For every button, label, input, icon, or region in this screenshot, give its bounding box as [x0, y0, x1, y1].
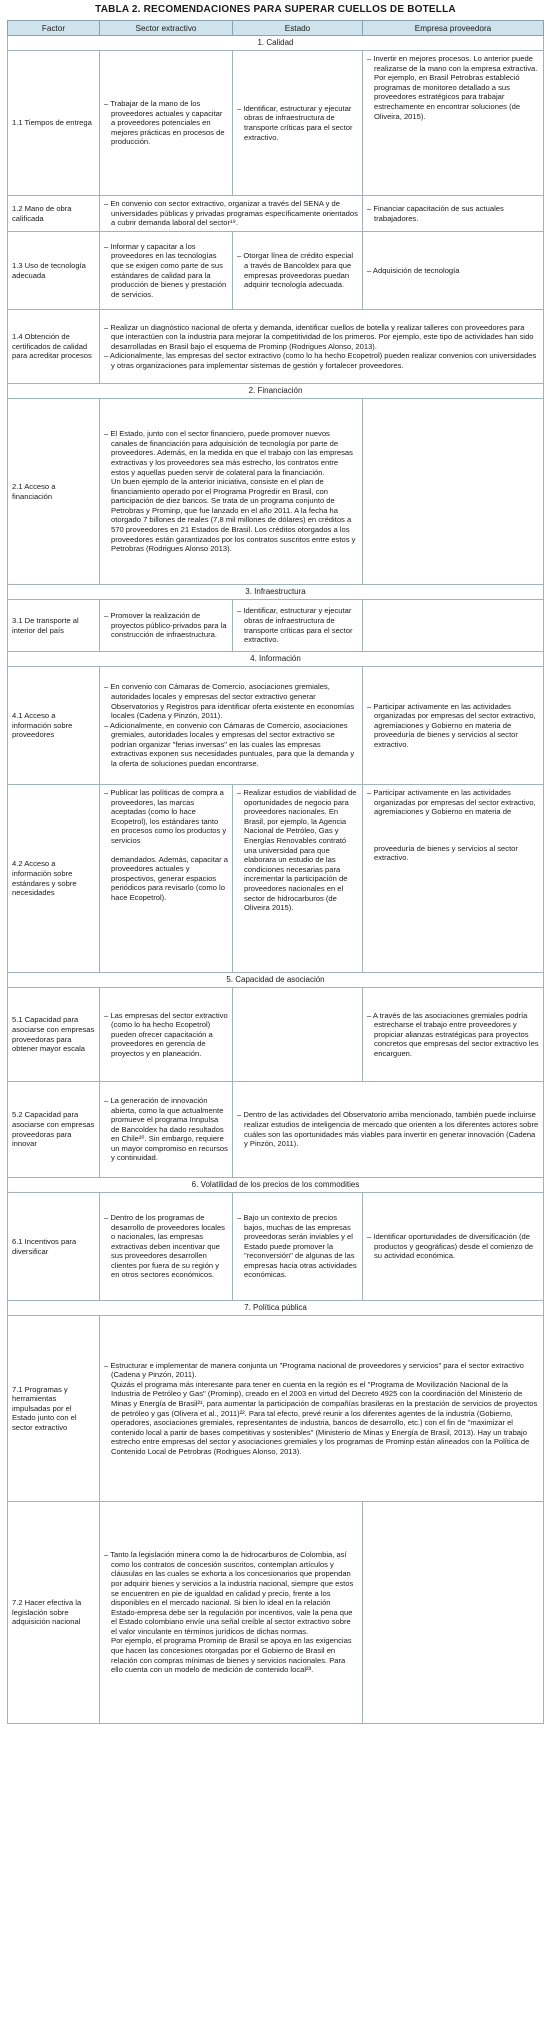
cell-text: Por ejemplo, el programa Prominp de Brasil se apoya en las exigencias que hacen las concesiones otorgadas por el Gobierno de Brasil en relación con compras mínimas de bienes y servicios nacionales. Para ello cuenta con un modelo de medición de contenido local²³. — [111, 1636, 352, 1675]
extractivo-cell — [100, 232, 233, 310]
estado-cell — [233, 1193, 363, 1301]
cell-text: – Otorgar línea de crédito especial a través de Bancoldex para que empresas proveedoras puedan adquirir tecnología adecuada. — [237, 251, 358, 289]
cell-text: – Identificar, estructurar y ejecutar obras de infraestructura de transporte críticas para el sector extractivo. — [237, 104, 358, 142]
proveedora-cell — [363, 399, 544, 585]
estado-cell — [233, 785, 363, 973]
estado-proveedora-cell — [233, 1082, 544, 1178]
header-empresa-proveedora: Empresa proveedora — [363, 21, 544, 36]
recommendations-table — [7, 20, 544, 1724]
extractivo-cell — [100, 51, 233, 196]
cell-text: – Financiar capacitación de sus actuales trabajadores. — [367, 204, 539, 223]
section-infraestructura: 3. Infraestructura — [8, 585, 544, 600]
cell-text: – Adquisición de tecnología — [367, 266, 539, 276]
cell-text: – Adicionalmente, en convenio con Cámaras de Comercio, asociaciones gremiales, autoridades locales y empresas del sector extractivo se podrían organizar "ferias inversas" en las cuales las empresas extractivas exponen sus necesidades puntuales, para que la demanda y la oferta de soluciones puedan encontrarse. — [104, 721, 358, 769]
cell-text: – El Estado, junto con el sector financiero, puede promover nuevos canales de financiación para adquisición de tecnología por parte de proveedores. Además, en la medida en que el trabajo con las empresas extractivas y los proveedores sea más estrecho, los contratos entre estos y aquellas pueden servir de colateral para la financiación. — [104, 429, 358, 477]
merged-cell — [100, 399, 363, 585]
cell-text: Quizás el programa más interesante para tener en cuenta en la región es el "Programa de Movilización Nacional de la Industria de Petróleo y Gas" (Prominp), creado en el 2003 en virtud del Decreto 4925 con la coordinación del Ministerio de Minas y Energía de Brasil²¹, para aumentar la participación de compañías brasileras en la prestación de servicios de proyectos de petróleo y gas (Olivera et al., 2011)²². Para tal efecto, prevé reunir a los diferentes agentes de la industria (Gobierno, operadores, asociaciones gremiales, representantes de industria, bancos de desarrollo, etc.) con el fin de "maximizar el contenido local a partir de bases competitivas y sostenibles" (Ministerio de Minas y Energía de Brasil, 2013). Hay un trabajo estrecho entre empresas del sector y asociaciones gremiales y los programas de Prominp están alineados con la Política de Contenido Local de Petrobras (Rodrigues Alonso, 2013). — [111, 1379, 538, 1456]
estado-cell — [233, 232, 363, 310]
cell-text: proveeduría de bienes y servicios al sector extractivo. — [374, 843, 518, 863]
cell-text: – Promover la realización de proyectos público-privados para la construcción de infraestructura. — [104, 611, 228, 640]
factor-cell: 2.1 Acceso a financiación — [8, 399, 100, 585]
extractivo-cell — [100, 600, 233, 652]
estado-cell — [233, 988, 363, 1082]
table-row — [8, 1316, 544, 1502]
cell-text: – Adicionalmente, las empresas del sector extractivo (como lo ha hecho Ecopetrol) pueden realizar convenios con universidades y otras organizaciones para implementar sistemas de gestión y fortalecer proveedores. — [104, 351, 539, 370]
table-row — [8, 600, 544, 652]
table-title: TABLA 2. RECOMENDACIONES PARA SUPERAR CUELLOS DE BOTELLA — [95, 4, 456, 15]
factor-cell: 1.4 Obtención de certificados de calidad para acreditar procesos — [8, 310, 100, 384]
table-row — [8, 667, 544, 785]
cell-text: – En convenio con sector extractivo, organizar a través del SENA y de universidades públicas y privadas programas específicamente orientados a cubrir demanda laboral del sector¹⁹. — [104, 199, 358, 228]
cell-text: – Tanto la legislación minera como la de hidrocarburos de Colombia, así como los contratos de concesión suscritos, contemplan artículos y cláusulas en las cuales se exhorta a los concesionarios que propendan por adquirir bienes y servicios a la industria nacional, siempre que estos se encuentren en pie de igualdad en calidad y precio, frente a los disponibles en el mercado nacional. Si bien lo ideal en la relación Estado-empresa debe ser la regulación por incentivos, vale la pena que el Estado colombiano envíe una señal creíble al sector extractivo sobre el valor vinculante en términos jurídicos de dichas normas. — [104, 1550, 358, 1636]
extractivo-cell — [100, 988, 233, 1082]
table-row — [8, 988, 544, 1082]
extractivo-cell — [100, 1193, 233, 1301]
table-row — [8, 232, 544, 310]
cell-text: – En convenio con Cámaras de Comercio, asociaciones gremiales, autoridades locales y empresas del sector extractivo generar Observatorios y Registros para identificar oferta existente en economías locales (Cadena y Pinzón, 2011). — [104, 682, 358, 720]
cell-text: – La generación de innovación abierta, como la que actualmente promueve el programa Innpulsa de Bancoldex ha dado resultados en Chile²⁰. Sin embargo, requiere un mayor compromiso en recursos y continuidad. — [104, 1096, 228, 1163]
table-row — [8, 399, 544, 585]
cell-text: – Dentro de las actividades del Observatorio arriba mencionado, también puede incluirse realizar estudios de inteligencia de mercado que orienten a los diferentes actores sobre cuáles son las oportunidades más viables para invertir en generar innovación (Cadena y Pinzón, 2011). — [237, 1110, 539, 1148]
proveedora-cell — [363, 196, 544, 232]
cell-text: – Dentro de los programas de desarrollo de proveedores locales o nacionales, las empresas extractivas deben incentivar que sus proveedores desarrollen clientes por fuera de su región y en otros sectores económicos. — [104, 1213, 228, 1280]
factor-cell: 1.1 Tiempos de entrega — [8, 51, 100, 196]
cell-text: – Participar activamente en las actividades organizadas por empresas del sector extractivo, agremiaciones y Gobierno en materia de — [367, 788, 539, 817]
factor-cell: 4.2 Acceso a información sobre estándares y sobre necesidades — [8, 785, 100, 973]
factor-cell: 1.3 Uso de tecnología adecuada — [8, 232, 100, 310]
section-informacion: 4. Información — [8, 652, 544, 667]
proveedora-cell — [363, 1502, 544, 1724]
proveedora-cell — [363, 988, 544, 1082]
cell-text: – Realizar un diagnóstico nacional de oferta y demanda, identificar cuellos de botella y realizar talleres con proveedores para que interactúen con la industria para mejorar la competitividad de los primeros. Por ejemplo, este tipo de actividades han sido desarrolladas en Brasil bajo el esquema de Prominp (Rodrigues Alonso, 2013). — [104, 323, 539, 352]
extractivo-cell — [100, 785, 233, 973]
table-row — [8, 196, 544, 232]
section-volatilidad: 6. Volatilidad de los precios de los commodities — [8, 1178, 544, 1193]
header-estado: Estado — [233, 21, 363, 36]
section-calidad: 1. Calidad — [8, 36, 544, 51]
cell-text: – Identificar oportunidades de diversificación (de productos y geográficas) desde el comienzo de su actividad económica. — [367, 1232, 539, 1261]
factor-cell: 5.2 Capacidad para asociarse con empresas proveedoras para innovar — [8, 1082, 100, 1178]
factor-cell: 7.1 Programas y herramientas impulsadas por el Estado junto con el sector extractivo — [8, 1316, 100, 1502]
table-row — [8, 1082, 544, 1178]
merged-cell — [100, 667, 363, 785]
cell-text: – Invertir en mejores procesos. Lo anterior puede realizarse de la mano con la empresa extractiva. Por ejemplo, en Brasil Petrobras estableció programas de monitoreo detallado a sus proveedores estratégicos para trabajar estrechamente en encontrar soluciones (de Oliveira, 2015). — [367, 54, 539, 121]
cell-text: – Publicar las políticas de compra a proveedores, las marcas aceptadas (como lo hace Ecopetrol), los estándares tanto en procesos como los productos y servicios — [104, 788, 228, 846]
cell-text: – Trabajar de la mano de los proveedores actuales y capacitar a proveedores potenciales en mejores prácticas en procesos de producción. — [104, 99, 228, 147]
cell-text: – Participar activamente en las actividades organizadas por empresas del sector extractivo, agremiaciones y Gobierno en materia de proveeduría de bienes y servicios al sector extractivo. — [367, 702, 539, 750]
header-row — [8, 21, 544, 36]
section-asociacion: 5. Capacidad de asociación — [8, 973, 544, 988]
cell-text: Energías Renovables contrató una universidad para que elaborara un estudio de las condiciones necesarias para incrementar la participación de proveedores nacionales en el sector de hidrocarburos (de Oliveira 2015). — [244, 835, 348, 913]
cell-text: – Identificar, estructurar y ejecutar obras de infraestructura de transporte críticas para el sector extractivo. — [237, 606, 358, 644]
cell-text: – Bajo un contexto de precios bajos, muchas de las empresas proveedoras serán inviables y el Estado puede promover la "reconversión" de algunas de las empresas hacia otras actividades económicas. — [237, 1213, 358, 1280]
factor-cell: 3.1 De transporte al interior del país — [8, 600, 100, 652]
cell-text: – Las empresas del sector extractivo (como lo ha hecho Ecopetrol) pueden ofrecer capacitación a proveedores en gerencia de proyectos y en planeación. — [104, 1011, 228, 1059]
header-sector-extractivo: Sector extractivo — [100, 21, 233, 36]
estado-cell — [233, 600, 363, 652]
extractivo-estado-cell — [100, 196, 363, 232]
cell-text: – Informar y capacitar a los proveedores en las tecnologías que se exigen como parte de sus estándares de calidad para la producción de bienes y prestación de servicios. — [104, 242, 228, 300]
proveedora-cell — [363, 232, 544, 310]
table-row — [8, 785, 544, 973]
extractivo-cell — [100, 1082, 233, 1178]
merged-cell — [100, 310, 544, 384]
proveedora-cell — [363, 600, 544, 652]
merged-cell — [100, 1502, 363, 1724]
factor-cell: 7.2 Hacer efectiva la legislación sobre adquisición nacional — [8, 1502, 100, 1724]
estado-cell — [233, 51, 363, 196]
proveedora-cell — [363, 51, 544, 196]
cell-text: demandados. Además, capacitar a proveedores actuales y prospectivos, generar espacios periódicos para revisarlo (como lo hace Ecopetrol). — [111, 854, 228, 902]
cell-text: – Realizar estudios de viabilidad de oportunidades de negocio para proveedores nacionales. En Brasil, por ejemplo, la Agencia Nacional de Petróleo, Gas y — [237, 788, 358, 836]
factor-cell: 1.2 Mano de obra calificada — [8, 196, 100, 232]
table-row — [8, 1193, 544, 1301]
cell-text: Un buen ejemplo de la anterior iniciativa, consiste en el plan de financiamiento operado por el Programa Progredir en Brasil, con participación de diez bancos. Se trata de un programa conjunto de Petrobras y Prominp, que fue lanzado en el año 2011. A la fecha ha otorgado 7 billones de reales (7,8 mil millones de dólares) en créditos a 570 proveedores en 21 Estados de Brasil. Los créditos otorgados a los proveedores están garantizados por los contratos suscritos entre estos y Petrobras (Rodrigues Alonso 2013). — [111, 477, 356, 554]
factor-cell: 4.1 Acceso a información sobre proveedores — [8, 667, 100, 785]
table-row — [8, 1502, 544, 1724]
proveedora-cell — [363, 785, 544, 973]
factor-cell: 6.1 Incentivos para diversificar — [8, 1193, 100, 1301]
proveedora-cell — [363, 667, 544, 785]
factor-cell: 5.1 Capacidad para asociarse con empresas proveedoras para obtener mayor escala — [8, 988, 100, 1082]
header-factor: Factor — [8, 21, 100, 36]
section-financiacion: 2. Financiación — [8, 384, 544, 399]
cell-text: – A través de las asociaciones gremiales podría estrecharse el trabajo entre proveedores y propiciar alianzas estratégicas para proyectos concretos que empresas del sector extractivo les encarguen. — [367, 1011, 539, 1059]
proveedora-cell — [363, 1193, 544, 1301]
cell-text: – Estructurar e implementar de manera conjunta un "Programa nacional de proveedores y servicios" para el sector extractivo (Cadena y Pinzón, 2011). — [104, 1361, 539, 1380]
table-row — [8, 51, 544, 196]
table-row — [8, 310, 544, 384]
section-politica: 7. Política pública — [8, 1301, 544, 1316]
merged-cell — [100, 1316, 544, 1502]
